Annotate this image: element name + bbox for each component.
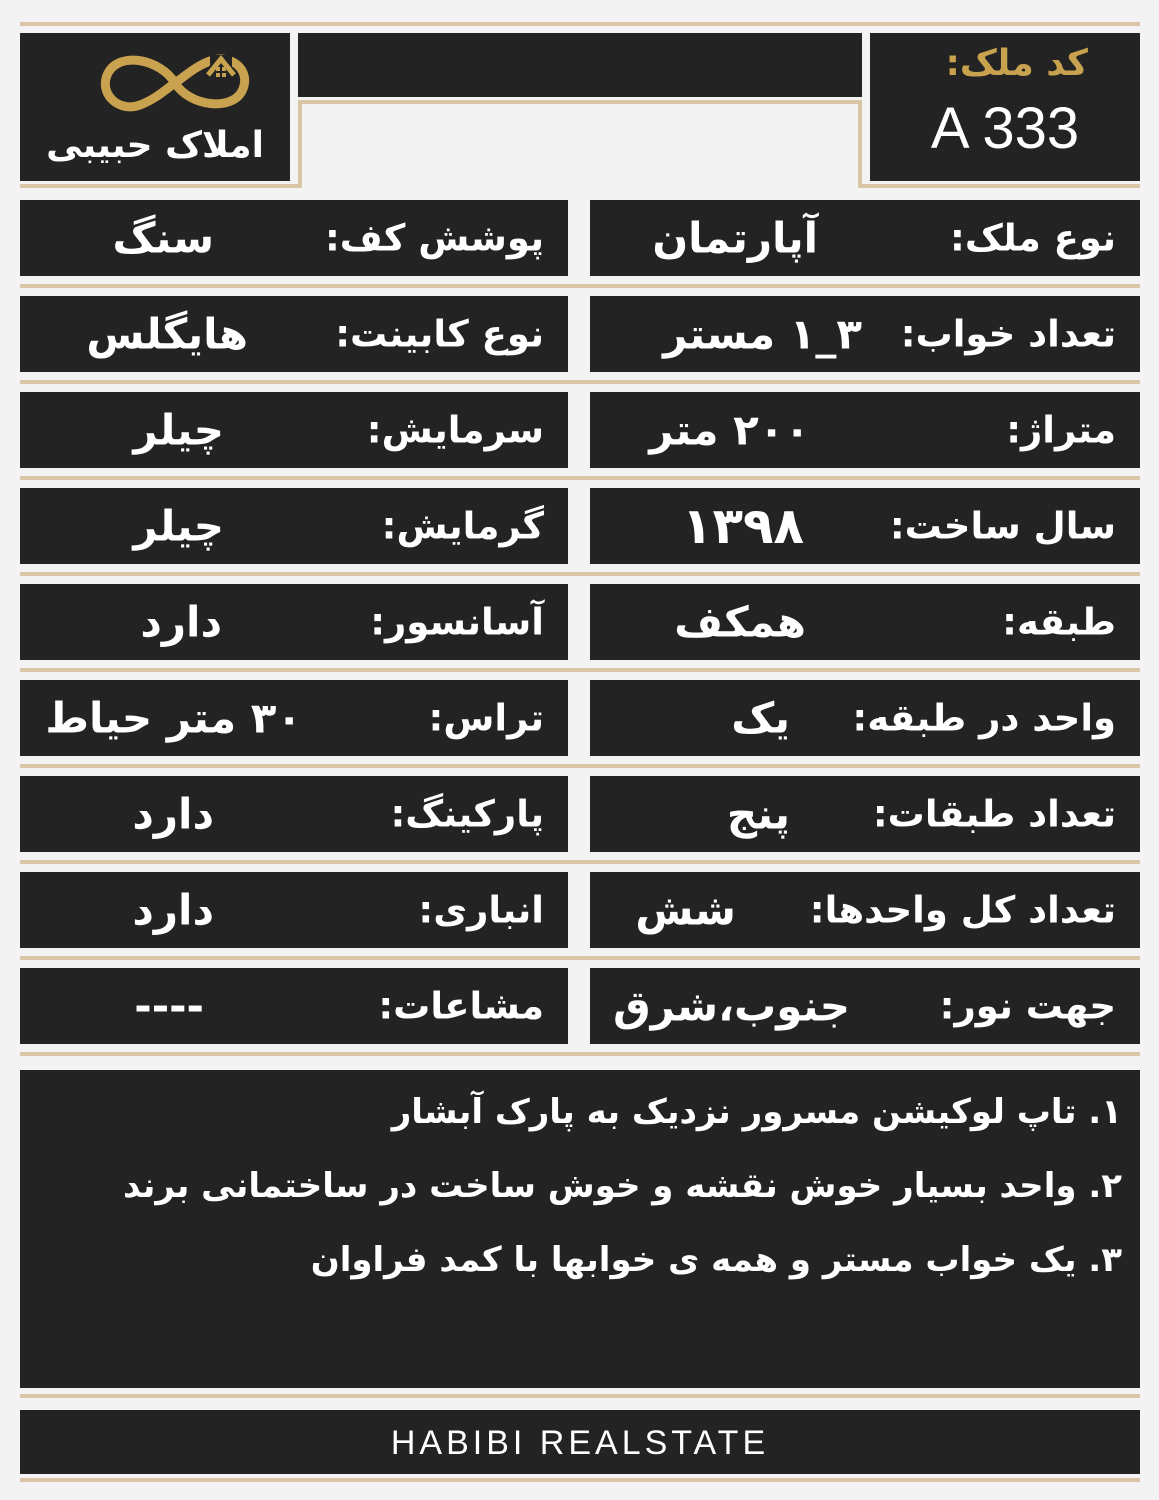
cooling-cell [20,392,568,468]
header-gold-line-left [20,184,302,188]
common-areas-value: ---- [134,981,204,1031]
terrace-value: ۳۰ متر حیاط [45,693,302,743]
flooring-value: سنگ [112,213,214,263]
property-type-cell [590,200,1140,276]
storage-value: دارد [132,885,214,935]
terrace-cell [20,680,568,756]
row-gold-line [20,764,1140,768]
total-units-value: شش [635,885,736,935]
build-year-label: سال ساخت: [889,504,1116,548]
footer-bar [20,1410,1140,1474]
row-gold-line [20,380,1140,384]
parking-cell [20,776,568,852]
common-areas-label: مشاعات: [378,984,544,1028]
cabinet-type-label: نوع کابینت: [335,312,544,356]
cabinet-type-value: هایگلس [86,309,248,359]
note-item: ۳. یک خواب مستر و همه ی خوابها با کمد فراوان [310,1240,1122,1280]
area-cell [590,392,1140,468]
bedrooms-cell [590,296,1140,372]
floors-count-cell [590,776,1140,852]
build-year-value: ۱۳۹۸ [681,497,804,555]
floor-value: همکف [674,597,806,647]
note-item: ۲. واحد بسیار خوش نقشه و خوش ساخت در ساختمانی برند [123,1166,1122,1206]
logo-text: املاک حبیبی [46,125,264,166]
floor-label: طبقه: [1002,600,1116,644]
parking-label: پارکینگ: [390,792,544,836]
row-gold-line [20,476,1140,480]
infinity-house-logo-icon [90,41,260,125]
storage-label: انباری: [418,888,544,932]
header-gold-line-right [858,184,1140,188]
elevator-cell [20,584,568,660]
property-type-value: آپارتمان [652,213,818,263]
row-gold-line [20,668,1140,672]
row-gold-line [20,860,1140,864]
heating-label: گرمایش: [381,504,544,548]
header-gold-line-right-v [858,100,862,188]
cooling-label: سرمایش: [366,408,544,452]
light-direction-label: جهت نور: [939,984,1116,1028]
bottom-gold-line [20,1478,1140,1482]
logo-panel [20,33,290,181]
heating-cell [20,488,568,564]
bedrooms-label: تعداد خواب: [900,312,1116,356]
notes-panel [20,1070,1140,1388]
heating-value: چیلر [133,501,224,551]
total-units-cell [590,872,1140,948]
property-code-panel [870,33,1140,181]
notes-gold-line [20,1394,1140,1398]
note-item: ۱. تاپ لوکیشن مسرور نزدیک به پارک آبشار [391,1092,1122,1132]
light-direction-value: جنوب،شرق [613,981,850,1031]
footer-brand-text: HABIBI REALSTATE [390,1424,770,1462]
elevator-label: آسانسور: [370,600,544,644]
units-per-floor-value: یک [731,693,790,743]
header-blank-bar [298,33,862,97]
floor-cell [590,584,1140,660]
area-label: متراژ: [1006,408,1116,452]
property-code-label: کد ملک: [945,43,1088,84]
row-gold-line [20,1052,1140,1056]
build-year-cell [590,488,1140,564]
floors-count-value: پنج [726,789,790,839]
units-per-floor-label: واحد در طبقه: [852,696,1116,740]
row-gold-line [20,572,1140,576]
light-direction-cell [590,968,1140,1044]
area-value: ۲۰۰ متر [649,405,810,455]
cooling-value: چیلر [133,405,224,455]
cabinet-type-cell [20,296,568,372]
property-code-value: A 333 [930,96,1080,161]
property-type-label: نوع ملک: [950,216,1116,260]
row-gold-line [20,284,1140,288]
terrace-label: تراس: [428,696,544,740]
flooring-cell [20,200,568,276]
elevator-value: دارد [140,597,222,647]
top-gold-line [20,22,1140,26]
bedrooms-value: ۳_۱ مستر [663,309,862,359]
units-per-floor-cell [590,680,1140,756]
storage-cell [20,872,568,948]
parking-value: دارد [132,789,214,839]
flooring-label: پوشش کف: [324,216,544,260]
header-gold-line-mid [298,100,862,104]
floors-count-label: تعداد طبقات: [872,792,1116,836]
header-gold-line-left-v [298,100,302,188]
row-gold-line [20,956,1140,960]
total-units-label: تعداد کل واحدها: [809,888,1116,932]
common-areas-cell [20,968,568,1044]
